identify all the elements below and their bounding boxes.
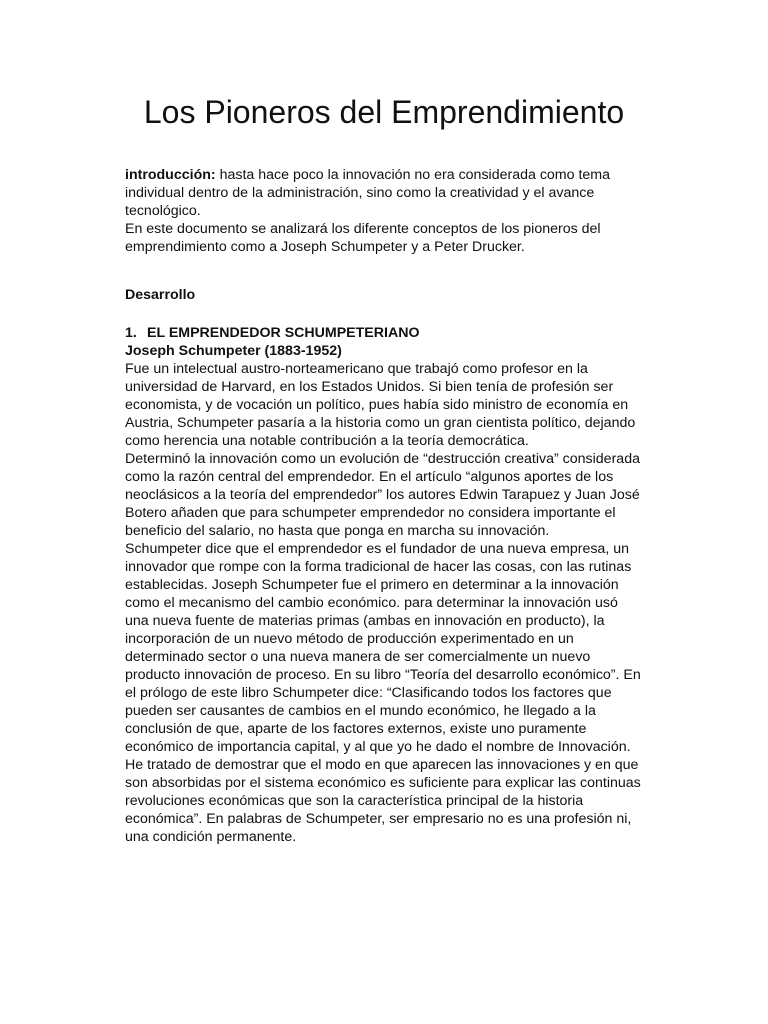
- subheading: Joseph Schumpeter (1883-1952): [125, 343, 342, 359]
- section-heading: Desarrollo: [125, 287, 196, 303]
- body-paragraph-3: Schumpeter dice que el emprendedor es el fundador de una nueva empresa, un innovador que rompe con la forma tradicional de hacer las cosas, con las rutinas establecidas. Joseph Schumpeter fue el primero en determinar a la innovación como el mecanismo del cambio económico. para determinar la innovación usó una nueva fuente de materias primas (ambas en innovación en producto), la incorporación de un nuevo método de producción experimentado en un determinado sector o una nueva manera de ser comercialmente un nuevo producto innovación de proceso. En su libro “Teoría del desarrollo económico”. En el prólogo de este libro Schumpeter dice: “Clasificando todos los factores que pueden ser causantes de cambios en el mundo económico, he llegado a la conclusión de que, aparte de los factores externos, existe uno puramente económico de importancia capital, y al que yo he dado el nombre de Innovación. He tratado de demostrar que el modo en que aparecen las innovaciones y en que son absorbidas por el sistema económico es suficiente para explicar las continuas revoluciones económicas que son la característica principal de la historia económica”. En palabras de Schumpeter, ser empresario no es una profesión ni, una condición permanente.: [125, 541, 641, 845]
- numbered-list-item: [125, 324, 645, 342]
- intro-paragraph: [125, 166, 645, 220]
- intro-text: hasta hace poco la innovación no era considerada como tema individual dentro de la administración, sino como la creatividad y el avance tecnológico.: [125, 167, 610, 219]
- list-item-text: EL EMPRENDEDOR SCHUMPETERIANO: [147, 325, 420, 341]
- list-number: 1.: [125, 325, 137, 341]
- document-title: Los Pioneros del Emprendimiento: [143, 94, 625, 130]
- spacer: [125, 256, 645, 286]
- spacer: [125, 304, 645, 324]
- body-paragraph-1: Fue un intelectual austro-norteamericano que trabajó como profesor en la universidad de Harvard, en los Estados Unidos. Si bien tenía de profesión ser economista, y de vocación un político, pues había sido ministro de economía en Austria, Schumpeter pasaría a la historia como un gran cientista político, dejando como herencia una notable contribución a la teoría democrática.: [125, 361, 636, 449]
- document-body: [125, 166, 645, 846]
- intro-label: introducción:: [125, 167, 216, 183]
- body-paragraph-2: Determinó la innovación como un evolución de “destrucción creativa” considerada como la razón central del emprendedor. En el artículo “algunos aportes de los neoclásicos a la teoría del emprendedor” los autores Edwin Tarapuez y Juan José Botero añaden que para schumpeter emprendedor no considera importante el beneficio del salario, no hasta que ponga en marcha su innovación.: [125, 451, 640, 539]
- intro-paragraph-2: En este documento se analizará los diferente conceptos de los pioneros del emprendimiento como a Joseph Schumpeter y a Peter Drucker.: [125, 221, 601, 255]
